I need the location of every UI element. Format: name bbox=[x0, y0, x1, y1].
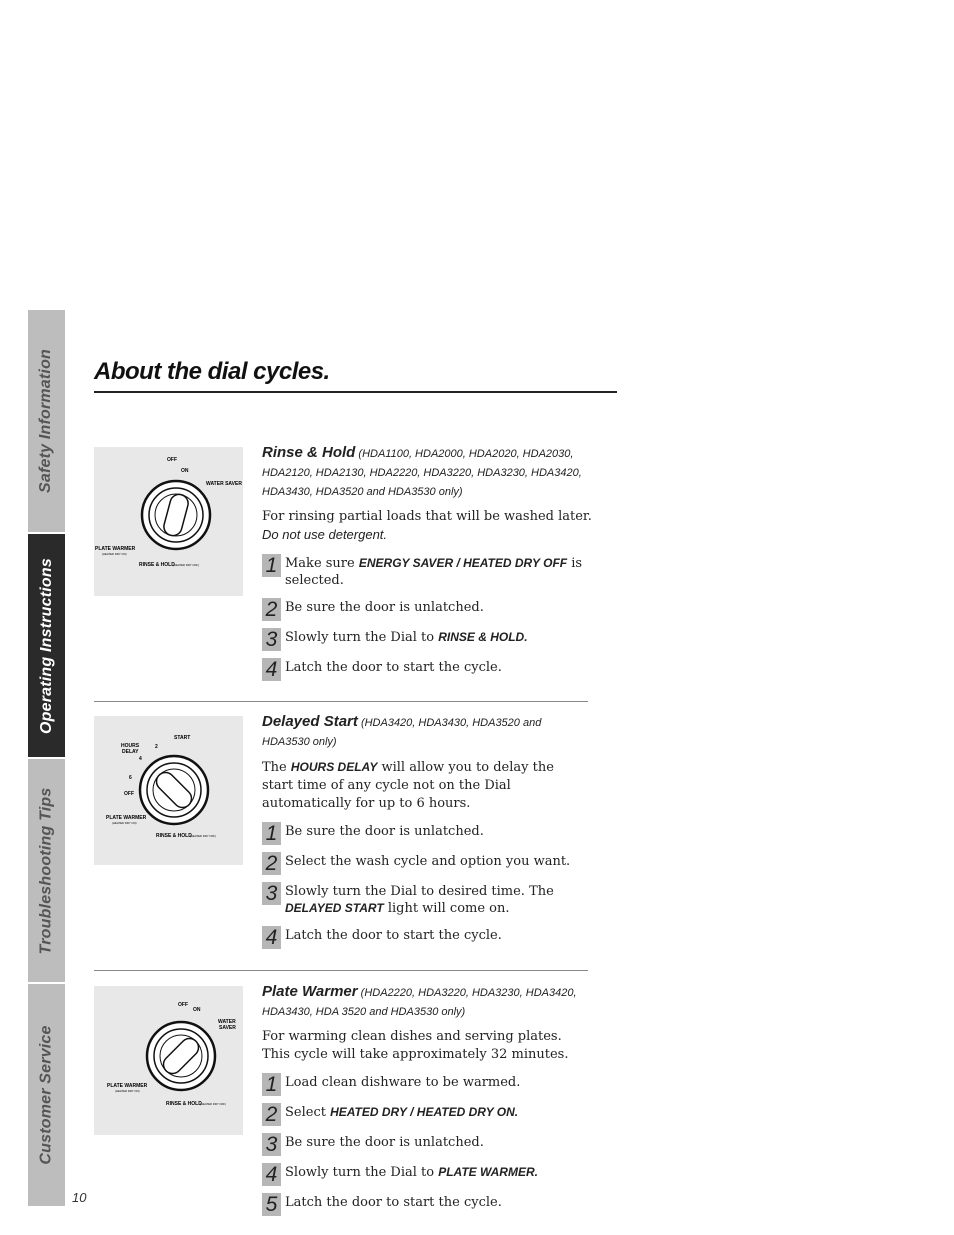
step-text: Make sure bbox=[285, 556, 355, 571]
step-2 bbox=[262, 1104, 592, 1124]
tab-troubleshooting-tips[interactable] bbox=[28, 759, 65, 984]
step-number: 3 bbox=[262, 628, 281, 651]
dial-label-plate-warmer: PLATE WARMER bbox=[95, 546, 136, 552]
dial-label-plate-warmer: PLATE WARMER bbox=[106, 815, 147, 821]
step-text: Slowly turn the Dial to bbox=[285, 1165, 435, 1180]
step-number: 4 bbox=[262, 658, 281, 681]
step-3 bbox=[262, 629, 592, 649]
description-text: For warming clean dishes and serving plates. This cycle will take approximately 32 minutes. bbox=[262, 1029, 569, 1062]
step-3 bbox=[262, 883, 585, 917]
dial-label-off: OFF bbox=[124, 791, 134, 797]
tab-safety-information[interactable] bbox=[28, 310, 65, 534]
dial-label-on: ON bbox=[193, 1007, 201, 1013]
step-number: 4 bbox=[262, 1163, 281, 1186]
dial-label-rinse-hold-sub: (HEATED DRY OFF) bbox=[173, 563, 199, 567]
step-emphasis: HEATED DRY / HEATED DRY ON. bbox=[330, 1105, 519, 1119]
dial-label-2: 2 bbox=[155, 744, 158, 750]
step-text: Slowly turn the Dial to bbox=[285, 630, 435, 645]
step-2 bbox=[262, 853, 592, 873]
section-description bbox=[262, 508, 592, 545]
step-text-end: is selected. bbox=[285, 556, 583, 588]
step-number: 5 bbox=[262, 1193, 281, 1216]
section-models: (HDA3420, HDA3430, HDA3520 and HDA3530 only) bbox=[262, 717, 542, 748]
section-description bbox=[262, 758, 572, 813]
step-3 bbox=[262, 1134, 592, 1154]
description-emphasis: Do not use detergent. bbox=[262, 527, 388, 542]
dial-label-rinse-hold-sub: (HEATED DRY OFF) bbox=[200, 1102, 226, 1106]
step-1 bbox=[262, 1074, 592, 1094]
description-text: For rinsing partial loads that will be washed later. bbox=[262, 509, 592, 524]
section-divider bbox=[94, 970, 588, 971]
dial-label-saver: SAVER bbox=[219, 1025, 236, 1031]
step-1 bbox=[262, 823, 592, 843]
step-4 bbox=[262, 1164, 592, 1184]
delayed-start-dial-illustration bbox=[94, 716, 243, 865]
step-emphasis: ENERGY SAVER / HEATED DRY OFF bbox=[358, 556, 568, 570]
step-number: 3 bbox=[262, 1133, 281, 1156]
dial-label-plate-warmer: PLATE WARMER bbox=[107, 1083, 148, 1089]
dial-label-off: OFF bbox=[178, 1002, 188, 1008]
dial-label-plate-warmer-sub: (HEATED DRY ON) bbox=[115, 1089, 140, 1093]
dial-label-6: 6 bbox=[129, 775, 132, 781]
step-emphasis: RINSE & HOLD. bbox=[438, 630, 528, 644]
step-4 bbox=[262, 659, 592, 679]
tab-label: Customer Service bbox=[37, 1025, 55, 1165]
delayed-start-section bbox=[262, 712, 592, 947]
section-title: Rinse & Hold bbox=[262, 444, 356, 461]
rinse-hold-dial-illustration bbox=[94, 447, 243, 596]
dial-label-water-saver: WATER SAVER bbox=[206, 481, 242, 487]
dial-label-off: OFF bbox=[167, 457, 177, 463]
step-1 bbox=[262, 555, 592, 589]
step-text: Latch the door to start the cycle. bbox=[285, 1195, 502, 1210]
dial-label-start: START bbox=[174, 735, 191, 741]
step-number: 2 bbox=[262, 598, 281, 621]
description-emphasis: HOURS DELAY bbox=[290, 760, 378, 774]
step-text: Be sure the door is unlatched. bbox=[285, 600, 484, 615]
dial-label-plate-warmer-sub: (HEATED DRY ON) bbox=[102, 552, 127, 556]
section-heading bbox=[262, 982, 592, 1022]
section-description bbox=[262, 1028, 582, 1064]
dial-label-rinse-hold-sub: (HEATED DRY OFF) bbox=[190, 834, 216, 838]
dial-label-water: WATER bbox=[218, 1019, 236, 1025]
description-text-end: will allow you to delay the start time of any cycle not on the Dial automatically for up to 6 hours. bbox=[262, 760, 554, 811]
dial-label-plate-warmer-sub: (HEATED DRY ON) bbox=[112, 821, 137, 825]
step-text: Latch the door to start the cycle. bbox=[285, 928, 502, 943]
side-tab-nav bbox=[28, 310, 65, 1206]
section-divider bbox=[94, 701, 588, 702]
dial-label-delay: DELAY bbox=[122, 749, 139, 755]
step-number: 1 bbox=[262, 822, 281, 845]
step-number: 2 bbox=[262, 1103, 281, 1126]
step-number: 4 bbox=[262, 926, 281, 949]
step-emphasis: PLATE WARMER. bbox=[438, 1165, 538, 1179]
tab-label: Troubleshooting Tips bbox=[37, 787, 55, 954]
step-text: Be sure the door is unlatched. bbox=[285, 1135, 484, 1150]
tab-label: Operating Instructions bbox=[37, 557, 55, 734]
dial-label-hours: HOURS bbox=[121, 743, 140, 749]
tab-customer-service[interactable] bbox=[28, 984, 65, 1206]
tab-label: Safety Information bbox=[37, 348, 55, 494]
section-title: Delayed Start bbox=[262, 713, 358, 730]
title-divider bbox=[94, 391, 617, 393]
step-text: Be sure the door is unlatched. bbox=[285, 824, 484, 839]
dial-label-rinse-hold: RINSE & HOLD bbox=[139, 562, 175, 568]
plate-warmer-section bbox=[262, 982, 592, 1214]
step-2 bbox=[262, 599, 592, 619]
section-models: (HDA2220, HDA3220, HDA3230, HDA3420, HDA3430, HDA 3520 and HDA3530 only) bbox=[262, 987, 577, 1018]
section-models: (HDA1100, HDA2000, HDA2020, HDA2030, HDA2120, HDA2130, HDA2220, HDA3220, HDA3230, HDA3420, HDA3430, HDA3520 and HDA3530 only) bbox=[262, 448, 582, 498]
step-5 bbox=[262, 1194, 592, 1214]
dial-label-4: 4 bbox=[139, 756, 142, 762]
dial-label-rinse-hold: RINSE & HOLD bbox=[156, 833, 192, 839]
step-text: Select the wash cycle and option you want. bbox=[285, 854, 571, 869]
section-heading bbox=[262, 443, 592, 502]
step-text-end: light will come on. bbox=[387, 901, 510, 916]
section-title: Plate Warmer bbox=[262, 983, 358, 1000]
step-number: 1 bbox=[262, 554, 281, 577]
page-number: 10 bbox=[72, 1190, 87, 1205]
dial-label-on: ON bbox=[181, 468, 189, 474]
step-emphasis: DELAYED START bbox=[285, 901, 384, 915]
step-text: Select bbox=[285, 1105, 326, 1120]
dial-label-rinse-hold: RINSE & HOLD bbox=[166, 1101, 202, 1107]
step-4 bbox=[262, 927, 592, 947]
step-text: Load clean dishware to be warmed. bbox=[285, 1075, 521, 1090]
step-number: 1 bbox=[262, 1073, 281, 1096]
rinse-hold-section bbox=[262, 443, 592, 679]
step-number: 3 bbox=[262, 882, 281, 905]
description-text: The bbox=[262, 760, 287, 775]
plate-warmer-dial-illustration bbox=[94, 986, 243, 1135]
step-text: Latch the door to start the cycle. bbox=[285, 660, 502, 675]
section-heading bbox=[262, 712, 592, 752]
page-title: About the dial cycles. bbox=[94, 358, 330, 385]
step-text: Slowly turn the Dial to desired time. The bbox=[285, 884, 554, 899]
tab-operating-instructions[interactable] bbox=[28, 534, 65, 759]
step-number: 2 bbox=[262, 852, 281, 875]
